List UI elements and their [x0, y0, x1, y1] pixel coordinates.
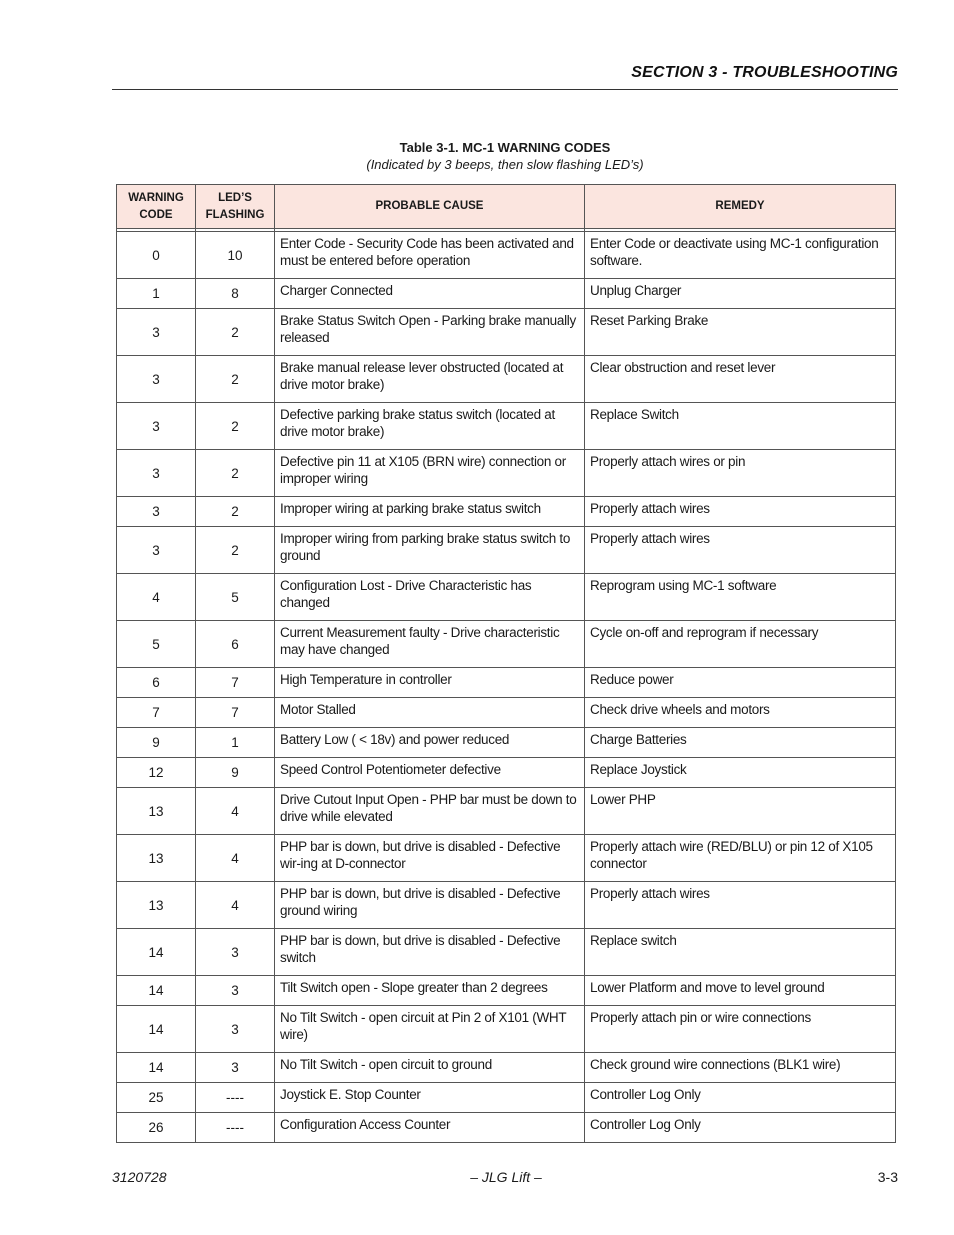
- table-row: [117, 1113, 896, 1143]
- probable-cause-cell: No Tilt Switch - open circuit at Pin 2 of X101 (WHT wire): [275, 1006, 585, 1053]
- column-header-leds-flashing-line2: FLASHING: [205, 208, 265, 221]
- probable-cause-cell: Defective parking brake status switch (located at drive motor brake): [275, 403, 585, 450]
- leds-flashing-cell: 3: [196, 1053, 275, 1083]
- column-header-leds-flashing: [196, 185, 275, 229]
- warning-code-cell: 7: [117, 698, 196, 728]
- warning-code-cell: 3: [117, 356, 196, 403]
- table-row: [117, 403, 896, 450]
- remedy-cell: Controller Log Only: [585, 1083, 896, 1113]
- probable-cause-cell: Current Measurement faulty - Drive characteristic may have changed: [275, 621, 585, 668]
- publisher-footer: – JLG Lift –: [470, 1169, 542, 1185]
- leds-flashing-cell: 2: [196, 403, 275, 450]
- remedy-cell: Reduce power: [585, 668, 896, 698]
- probable-cause-cell: Improper wiring from parking brake status switch to ground: [275, 527, 585, 574]
- leds-flashing-cell: 3: [196, 929, 275, 976]
- probable-cause-cell: Tilt Switch open - Slope greater than 2 degrees: [275, 976, 585, 1006]
- remedy-cell: Properly attach wires: [585, 527, 896, 574]
- column-header-remedy: REMEDY: [585, 185, 896, 229]
- remedy-cell: Replace Joystick: [585, 758, 896, 788]
- leds-flashing-cell: 8: [196, 279, 275, 309]
- leds-flashing-cell: ----: [196, 1083, 275, 1113]
- header-rule: [112, 89, 898, 90]
- probable-cause-cell: Speed Control Potentiometer defective: [275, 758, 585, 788]
- column-header-warning-code-line1: WARNING: [128, 191, 184, 204]
- table-row: [117, 698, 896, 728]
- column-header-leds-flashing-line1: LED’S: [218, 191, 252, 204]
- leds-flashing-cell: 4: [196, 788, 275, 835]
- column-header-warning-code: [117, 185, 196, 229]
- table-row: [117, 450, 896, 497]
- table-title: Table 3-1. MC-1 WARNING CODES: [399, 140, 611, 155]
- probable-cause-cell: PHP bar is down, but drive is disabled - Defective switch: [275, 929, 585, 976]
- leds-flashing-cell: 2: [196, 497, 275, 527]
- probable-cause-cell: PHP bar is down, but drive is disabled - Defective wir-ing at D-connector: [275, 835, 585, 882]
- remedy-cell: Charge Batteries: [585, 728, 896, 758]
- remedy-cell: Controller Log Only: [585, 1113, 896, 1143]
- probable-cause-cell: Configuration Lost - Drive Characteristic has changed: [275, 574, 585, 621]
- warning-code-cell: 3: [117, 497, 196, 527]
- remedy-cell: Unplug Charger: [585, 279, 896, 309]
- warning-code-cell: 14: [117, 1006, 196, 1053]
- probable-cause-cell: Brake Status Switch Open - Parking brake manually released: [275, 309, 585, 356]
- table-row: [117, 621, 896, 668]
- page-number: 3-3: [877, 1169, 898, 1185]
- table-row: [117, 1006, 896, 1053]
- probable-cause-cell: High Temperature in controller: [275, 668, 585, 698]
- remedy-cell: Cycle on-off and reprogram if necessary: [585, 621, 896, 668]
- table-row: [117, 882, 896, 929]
- table-row: [117, 728, 896, 758]
- table-row: [117, 976, 896, 1006]
- leds-flashing-cell: 2: [196, 450, 275, 497]
- column-header-warning-code-line2: CODE: [139, 208, 173, 221]
- table-row: [117, 497, 896, 527]
- remedy-cell: Properly attach wires: [585, 497, 896, 527]
- section-title: SECTION 3 - TROUBLESHOOTING: [631, 64, 898, 81]
- warning-code-cell: 6: [117, 668, 196, 698]
- table-row: [117, 309, 896, 356]
- warning-code-cell: 13: [117, 788, 196, 835]
- remedy-cell: Properly attach pin or wire connections: [585, 1006, 896, 1053]
- table-row: [117, 788, 896, 835]
- doc-number: 3120728: [112, 1169, 167, 1185]
- warning-code-cell: 25: [117, 1083, 196, 1113]
- warning-code-cell: 3: [117, 450, 196, 497]
- probable-cause-cell: PHP bar is down, but drive is disabled - Defective ground wiring: [275, 882, 585, 929]
- leds-flashing-cell: 1: [196, 728, 275, 758]
- probable-cause-cell: Configuration Access Counter: [275, 1113, 585, 1143]
- probable-cause-cell: Motor Stalled: [275, 698, 585, 728]
- warning-code-cell: 3: [117, 527, 196, 574]
- remedy-cell: Check drive wheels and motors: [585, 698, 896, 728]
- warning-code-cell: 14: [117, 929, 196, 976]
- remedy-cell: Replace switch: [585, 929, 896, 976]
- leds-flashing-cell: 2: [196, 309, 275, 356]
- probable-cause-cell: Charger Connected: [275, 279, 585, 309]
- table-row: [117, 356, 896, 403]
- leds-flashing-cell: ----: [196, 1113, 275, 1143]
- probable-cause-cell: Improper wiring at parking brake status switch: [275, 497, 585, 527]
- leds-flashing-cell: 7: [196, 668, 275, 698]
- probable-cause-cell: Brake manual release lever obstructed (located at drive motor brake): [275, 356, 585, 403]
- remedy-cell: Clear obstruction and reset lever: [585, 356, 896, 403]
- warning-code-cell: 4: [117, 574, 196, 621]
- probable-cause-cell: No Tilt Switch - open circuit to ground: [275, 1053, 585, 1083]
- remedy-cell: Replace Switch: [585, 403, 896, 450]
- table-subtitle: (Indicated by 3 beeps, then slow flashing LED’s): [366, 157, 644, 172]
- remedy-cell: Properly attach wires: [585, 882, 896, 929]
- warning-codes-table: [116, 184, 896, 1143]
- leds-flashing-cell: 9: [196, 758, 275, 788]
- remedy-cell: Lower Platform and move to level ground: [585, 976, 896, 1006]
- warning-code-cell: 26: [117, 1113, 196, 1143]
- remedy-cell: Reprogram using MC-1 software: [585, 574, 896, 621]
- probable-cause-cell: Enter Code - Security Code has been activated and must be entered before operation: [275, 232, 585, 279]
- probable-cause-cell: Defective pin 11 at X105 (BRN wire) connection or improper wiring: [275, 450, 585, 497]
- table-row: [117, 279, 896, 309]
- remedy-cell: Properly attach wires or pin: [585, 450, 896, 497]
- leds-flashing-cell: 2: [196, 356, 275, 403]
- remedy-cell: Lower PHP: [585, 788, 896, 835]
- remedy-cell: Properly attach wire (RED/BLU) or pin 12 of X105 connector: [585, 835, 896, 882]
- warning-code-cell: 14: [117, 1053, 196, 1083]
- table-row: [117, 668, 896, 698]
- leds-flashing-cell: 5: [196, 574, 275, 621]
- warning-code-cell: 13: [117, 882, 196, 929]
- probable-cause-cell: Joystick E. Stop Counter: [275, 1083, 585, 1113]
- table-row: [117, 835, 896, 882]
- warning-code-cell: 0: [117, 232, 196, 279]
- warning-code-cell: 9: [117, 728, 196, 758]
- warning-code-cell: 12: [117, 758, 196, 788]
- warning-code-cell: 14: [117, 976, 196, 1006]
- table-row: [117, 929, 896, 976]
- warning-code-cell: 3: [117, 403, 196, 450]
- warning-code-cell: 3: [117, 309, 196, 356]
- remedy-cell: Check ground wire connections (BLK1 wire): [585, 1053, 896, 1083]
- leds-flashing-cell: 3: [196, 976, 275, 1006]
- leds-flashing-cell: 3: [196, 1006, 275, 1053]
- leds-flashing-cell: 6: [196, 621, 275, 668]
- warning-code-cell: 13: [117, 835, 196, 882]
- remedy-cell: Enter Code or deactivate using MC-1 configuration software.: [585, 232, 896, 279]
- table-row: [117, 232, 896, 279]
- leds-flashing-cell: 2: [196, 527, 275, 574]
- table-caption: [116, 139, 894, 173]
- table-row: [117, 1053, 896, 1083]
- table-row: [117, 1083, 896, 1113]
- remedy-cell: Reset Parking Brake: [585, 309, 896, 356]
- warning-code-cell: 1: [117, 279, 196, 309]
- table-row: [117, 527, 896, 574]
- probable-cause-cell: Battery Low ( < 18v) and power reduced: [275, 728, 585, 758]
- column-header-probable-cause: PROBABLE CAUSE: [275, 185, 585, 229]
- leds-flashing-cell: 4: [196, 835, 275, 882]
- leds-flashing-cell: 10: [196, 232, 275, 279]
- warning-code-cell: 5: [117, 621, 196, 668]
- probable-cause-cell: Drive Cutout Input Open - PHP bar must be down to drive while elevated: [275, 788, 585, 835]
- table-row: [117, 758, 896, 788]
- table-body: [117, 232, 896, 1143]
- leds-flashing-cell: 7: [196, 698, 275, 728]
- leds-flashing-cell: 4: [196, 882, 275, 929]
- table-row: [117, 574, 896, 621]
